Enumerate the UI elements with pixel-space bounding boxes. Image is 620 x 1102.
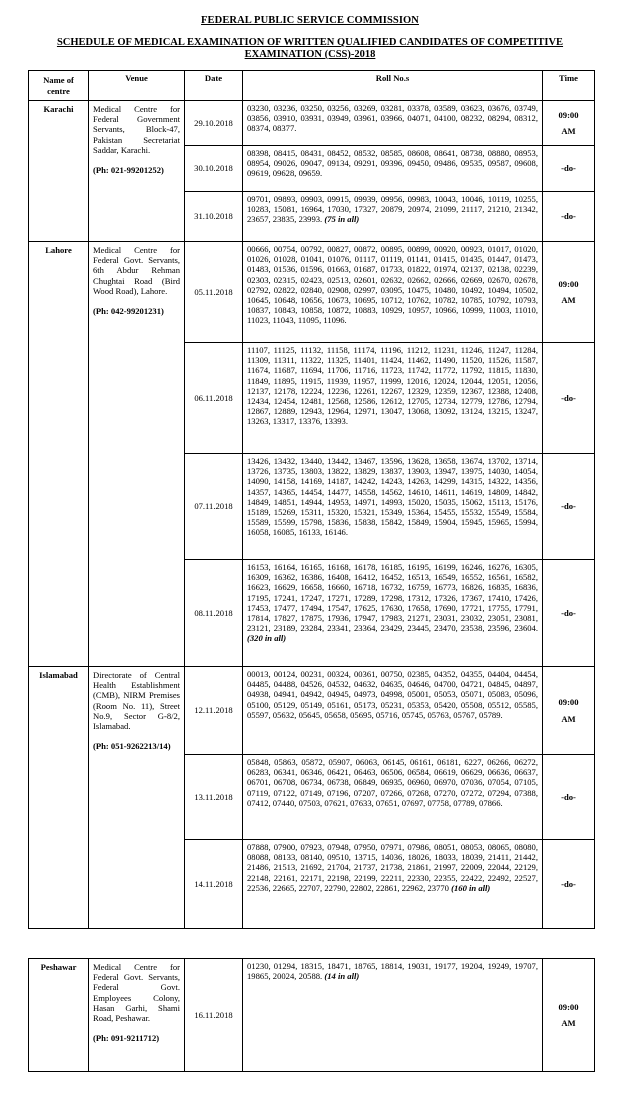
table-row [29,242,595,343]
venue-phone: (Ph: 021-99201252) [93,165,164,176]
col-centre-header: Name of centre [29,71,89,101]
roll-numbers: 16153, 16164, 16165, 16168, 16178, 16185, 16195, 16199, 16246, 16276, 16305, 16309, 16362, 16386, 16408, 16412, 16452, 16513, 16549, 16552, 16561, 16582, 16623, 16629, 16658, 16660, 16718, 16732, 16759, 16773, 16826, 16835, 16836, 17195, 17241, 17247, 17271, 17289, 17298, 17312, 17326, 17367, 17410, 17426, 17453, 17477, 17494, 17547, 17625, 17630, 17658, 17690, 17721, 17755, 17791, 17814, 17827, 17875, 17936, 17947, 17983, 21271, 23031, 23032, 23051, 23081, 23121, 23189, 23284, 23341, 23364, 23429, 23445, 23470, 23538, 23596, 23604. (320 in all) [243,560,543,667]
exam-date: 16.11.2018 [185,959,243,1072]
exam-date: 08.11.2018 [185,560,243,667]
exam-time: -do- [543,343,595,454]
exam-date: 29.10.2018 [185,101,243,146]
exam-time: -do- [543,192,595,242]
venue-text: Medical Centre for Federal Govt. Servants, 6th Abdur Rehman Chughtai Road (Bird Wood Road), Lahore. [93,245,180,296]
venue-karachi [89,101,185,242]
exam-time: -do- [543,146,595,192]
exam-time: 09:00 AM [543,242,595,343]
venue-lahore [89,242,185,667]
exam-time: 09:00 AM [543,667,595,755]
schedule-table [28,70,595,929]
exam-time: -do- [543,560,595,667]
col-roll-header: Roll No.s [243,71,543,101]
venue-phone: (Ph: 051-9262213/14) [93,741,171,752]
col-time-header: Time [543,71,595,101]
roll-numbers: 08398, 08415, 08431, 08452, 08532, 08585, 08608, 08641, 08738, 08880, 08953, 08954, 09026, 09047, 09134, 09291, 09396, 09450, 09486, 09535, 09587, 09608, 09619, 09628, 09659. [243,146,543,192]
venue-islamabad [89,667,185,929]
venue-peshawar [89,959,185,1072]
centre-karachi: Karachi [29,101,89,242]
roll-numbers: 05848, 05863, 05872, 05907, 06063, 06145, 06161, 06181, 6227, 06266, 06272, 06283, 06341, 06346, 06421, 06463, 06506, 06584, 06619, 06629, 06636, 06637, 06701, 06708, 06734, 06738, 06849, 06935, 06960, 06970, 07036, 07054, 07105, 07119, 07122, 07149, 07196, 07207, 07266, 07268, 07270, 07272, 07294, 07388, 07412, 07440, 07503, 07621, 07633, 07651, 07697, 07758, 07789, 07866. [243,755,543,840]
roll-numbers: 00013, 00124, 00231, 00324, 00361, 00750, 02385, 04352, 04355, 04404, 04454, 04485, 04488, 04526, 04532, 04632, 04635, 04646, 04700, 04721, 04845, 04897, 04938, 04941, 04942, 04945, 04973, 04998, 05001, 05053, 05071, 05083, 05096, 05100, 05129, 05149, 05161, 05173, 05231, 05353, 05420, 05508, 05512, 05585, 05597, 05632, 05645, 05658, 05695, 05716, 05745, 05763, 05767, 05789. [243,667,543,755]
roll-numbers: 09701, 09893, 09903, 09915, 09939, 09956, 09983, 10043, 10046, 10119, 10255, 10283, 15081, 16964, 17030, 17327, 20879, 20974, 21099, 21117, 21210, 21342, 23657, 23835, 23993. (75 in all) [243,192,543,242]
venue-text: Medical Centre for Federal Government Servants, Block-47, Pakistan Secretariat Saddar, Karachi. [93,104,180,155]
table-row [29,667,595,755]
exam-date: 14.11.2018 [185,840,243,929]
exam-date: 30.10.2018 [185,146,243,192]
roll-numbers: 07888, 07900, 07923, 07948, 07950, 07971, 07986, 08051, 08053, 08065, 08080, 08088, 08133, 08140, 09510, 13715, 14036, 18026, 18033, 18039, 21411, 21442, 21486, 21513, 21692, 21704, 21737, 21738, 21861, 21997, 22009, 22044, 22129, 22148, 22161, 22171, 22198, 22199, 22211, 22330, 22355, 22422, 22492, 22527, 22536, 22665, 22707, 22790, 22802, 22861, 22962, 23770 (160 in all) [243,840,543,929]
centre-lahore: Lahore [29,242,89,667]
exam-date: 13.11.2018 [185,755,243,840]
centre-islamabad: Islamabad [29,667,89,929]
exam-time: 09:00 AM [543,101,595,146]
centre-peshawar: Peshawar [29,959,89,1072]
org-title: FEDERAL PUBLIC SERVICE COMMISSION [201,15,419,26]
venue-text: Directorate of Central Health Establishment (CMB), NIRM Premises (Room No. 11), Street No.9, Sector G-8/2, Islamabad. [93,670,180,732]
roll-numbers: 03230, 03236, 03250, 03256, 03269, 03281, 03378, 03589, 03623, 03676, 03749, 03856, 03910, 03931, 03949, 03961, 03966, 04071, 04100, 08232, 08294, 08312, 08374, 08377. [243,101,543,146]
roll-numbers: 13426, 13432, 13440, 13442, 13467, 13596, 13628, 13658, 13674, 13702, 13714, 13726, 13735, 13803, 13822, 13829, 13837, 13903, 13947, 13975, 14030, 14054, 14090, 14158, 14169, 14187, 14242, 14243, 14263, 14299, 14315, 14322, 14356, 14357, 14365, 14454, 14477, 14558, 14562, 14610, 14611, 14619, 14809, 14842, 14849, 14851, 14944, 14953, 14971, 14993, 15020, 15035, 15062, 15113, 15176, 15189, 15269, 15311, 15320, 15321, 15349, 15364, 15455, 15532, 15549, 15584, 15589, 15599, 15798, 15836, 15838, 15842, 15849, 15904, 15945, 15965, 15994, 16058, 16085, 16133, 16146. [243,454,543,560]
exam-date: 05.11.2018 [185,242,243,343]
exam-time: -do- [543,755,595,840]
col-venue-header: Venue [89,71,185,101]
roll-numbers: 01230, 01294, 18315, 18471, 18765, 18814, 19031, 19177, 19204, 19249, 19707, 19865, 20024, 20588. (14 in all) [243,959,543,1072]
venue-text: Medical Centre for Federal Govt. Servants, Federal Govt. Employees Colony, Hasan Garhi, Shami Road, Peshawar. [93,962,180,1024]
venue-phone: (Ph: 091-9211712) [93,1033,160,1044]
roll-numbers: 00666, 00754, 00792, 00827, 00872, 00895, 00899, 00920, 00923, 01017, 01020, 01026, 01028, 01041, 01076, 01117, 01119, 01141, 01415, 01435, 01447, 01473, 01483, 01536, 01596, 01663, 01687, 01733, 01822, 01974, 02137, 02138, 02239, 02303, 02315, 02423, 02513, 02601, 02632, 02662, 02666, 02669, 02670, 02678, 02792, 02822, 02840, 02908, 02997, 03095, 10475, 10480, 10492, 10494, 10502, 10645, 10648, 10656, 10673, 10695, 10712, 10762, 10782, 10785, 10792, 10793, 10837, 10843, 10858, 10872, 10883, 10929, 10957, 10966, 10999, 11003, 11010, 11023, 11043, 11095, 11096. [243,242,543,343]
exam-time: -do- [543,454,595,560]
exam-date: 12.11.2018 [185,667,243,755]
exam-date: 31.10.2018 [185,192,243,242]
exam-date: 07.11.2018 [185,454,243,560]
venue-phone: (Ph: 042-99201231) [93,306,164,317]
schedule-table-peshawar [28,958,595,1072]
schedule-title: SCHEDULE OF MEDICAL EXAMINATION OF WRITTEN QUALIFIED CANDIDATES OF COMPETITIVE EXAMINATION (CSS)-2018 [56,37,564,60]
col-date-header: Date [185,71,243,101]
table-header-row [29,71,595,101]
exam-date: 06.11.2018 [185,343,243,454]
table-row [29,959,595,1072]
exam-time: -do- [543,840,595,929]
table-row [29,101,595,146]
roll-numbers: 11107, 11125, 11132, 11158, 11174, 11196, 11212, 11231, 11246, 11247, 11284, 11309, 11311, 11322, 11325, 11401, 11424, 11462, 11490, 11520, 11526, 11587, 11674, 11687, 11694, 11706, 11716, 11723, 11742, 11772, 11792, 11815, 11830, 11849, 11895, 11915, 11939, 11957, 11999, 12016, 12024, 12044, 12051, 12056, 12137, 12178, 12224, 12236, 12261, 12267, 12329, 12359, 12367, 12388, 12408, 12434, 12454, 12481, 12568, 12586, 12612, 12705, 12734, 12779, 12786, 12794, 12867, 12889, 12943, 12964, 12971, 13047, 13068, 13092, 13124, 13215, 13247, 13263, 13317, 13376, 13393. [243,343,543,454]
exam-time: 09:00 AM [543,959,595,1072]
